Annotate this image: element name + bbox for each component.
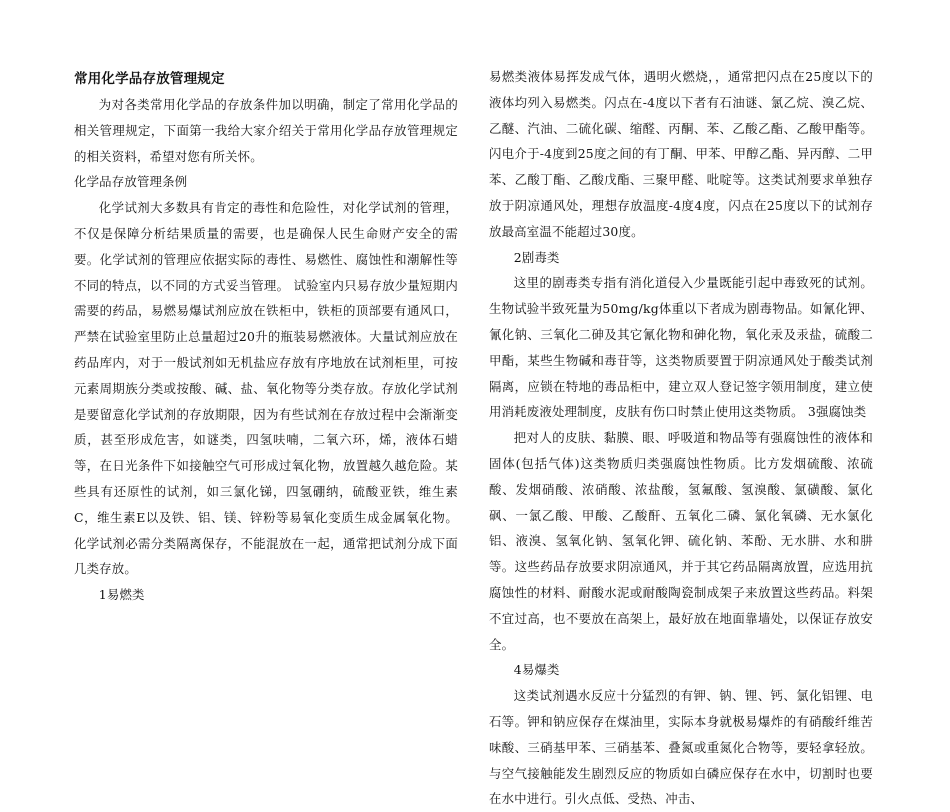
heading-explosive: 4易爆类 xyxy=(513,662,560,678)
left-column xyxy=(74,64,458,608)
heading-toxic: 2剧毒类 xyxy=(513,249,560,265)
explosive-paragraph: 这类试剂遇水反应十分猛烈的有钾、钠、锂、钙、氯化铝锂、电石等。钾和钠应保存在煤油里，实际本身就极易爆炸的有硝酸纤维苦味酸、三硝基甲苯、三硝基苯、叠氮或重氮化合物等，要轻拿轻放。与空气接触能发生剧烈反应的物质如白磷应保存在水中，切割时也要在水中进行。引火点低、受热、冲击、 xyxy=(489,688,873,807)
flammable-continued: 易燃类液体易挥发成气体，遇明火燃烧，，通常把闪点在25度以下的液体均列入易燃类。闪点在-4度以下者有石油谜、氯乙烷、溴乙烷、乙醚、汽油、二硫化碳、缩醛、丙酮、苯、乙酸乙酯、乙酸甲酯等。闪电介于-4度到25度之间的有丁酮、甲苯、甲醇乙酯、异丙醇、二甲苯、乙酸丁酯、乙酸戊酯、三聚甲醛、吡啶等。这类试剂要求单独存放于阴凉通风处，理想存放温度-4度4度，闪点在25度以下的试剂存放最高室温不能超过30度。 xyxy=(489,69,873,239)
heading-flammable: 1易燃类 xyxy=(98,587,145,603)
section-heading: 化学品存放管理条例 xyxy=(74,174,188,190)
document-title: 常用化学品存放管理规定 xyxy=(74,71,225,87)
right-column xyxy=(489,64,873,812)
intro-paragraph: 为对各类常用化学品的存放条件加以明确，制定了常用化学品的相关管理规定，下面第一我给大家介绍关于常用化学品存放管理规定的相关资料，希望对您有所关怀。 xyxy=(74,97,458,164)
corrosive-paragraph: 把对人的皮肤、黏膜、眼、呼吸道和物品等有强腐蚀性的液体和固体(包括气体)这类物质归类强腐蚀性物质。比方发烟硫酸、浓硫酸、发烟硝酸、浓硝酸、浓盐酸，氢氟酸、氢溴酸、氯磺酸、氯化砜、一氯乙酸、甲酸、乙酸酐、五氧化二磷、氯化氧磷、无水氯化铝、液溴、氢氧化钠、氢氧化钾、硫化钠、苯酚、无水肼、水和肼等。这些药品存放要求阴凉通风，并于其它药品隔离放置，应选用抗腐蚀性的材料、耐酸水泥或耐酸陶瓷制成架子来放置这些药品。料架不宜过高，也不要放在高架上，最好放在地面靠墙处，以保证存放安全。 xyxy=(489,430,873,652)
toxic-paragraph: 这里的剧毒类专指有消化道侵入少量既能引起中毒致死的试剂。生物试验半致死量为50mg/kg体重以下者成为剧毒物品。如氰化钾、氰化钠、三氧化二砷及其它氰化物和砷化物，氧化汞及汞盐，硫酸二甲酯，某些生物碱和毒苷等，这类物质要置于阴凉通风处于酸类试剂隔离，应锁在特地的毒品柜中，建立双人登记签字领用制度，建立使用消耗废液处理制度，皮肤有伤口时禁止使用这类物质。 3强腐蚀类 xyxy=(489,275,873,420)
heading-corrosive: 3强腐蚀类 xyxy=(803,404,867,420)
general-paragraph: 化学试剂大多数具有肯定的毒性和危险性，对化学试剂的管理，不仅是保障分析结果质量的需要，也是确保人民生命财产安全的需要。化学试剂的管理应依据实际的毒性、易燃性、腐蚀性和潮解性等不同的特点，以不同的方式妥当管理。 试验室内只易存放少量短期内需要的药品，易燃易爆试剂应放在铁柜中，铁柜的顶部要有通风口，严禁在试验室里防止总量超过20升的瓶装易燃液体。大量试剂应放在药品库内，对于一般试剂如无机盐应存放有序地放在试剂柜里，可按元素周期族分类或按酸、碱、盐、氧化物等分类存放。存放化学试剂是要留意化学试剂的存放期限，因为有些试剂在存放过程中会渐渐变质，甚至形成危害，如谜类，四氢呋喃，二氧六环，烯，液体石蜡等，在日光条件下如接触空气可形成过氧化物，放置越久越危险。某些具有还原性的试剂，如三氯化锑，四氢硼纳，硫酸亚铁，维生素C，维生素E以及铁、铝、镁、锌粉等易氧化变质生成金属氧化物。化学试剂必需分类隔离保存，不能混放在一起，通常把试剂分成下面几类存放。 xyxy=(74,200,458,577)
